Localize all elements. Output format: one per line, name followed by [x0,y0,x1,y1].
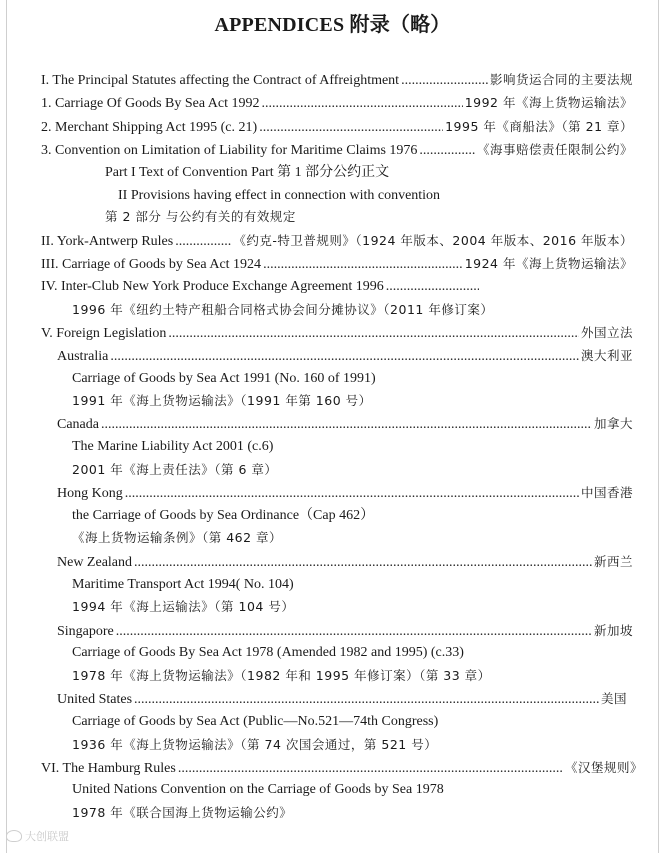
toc-entry-cogsa-1992 [41,93,633,113]
subentry-text: II Provisions having effect in connection with convention [118,188,441,203]
subentry-text: 第 2 部分 与公约有关的有效规定 [105,209,296,224]
subentry-text: United Nations Convention on the Carriage of Goods by Sea 1978 [72,782,444,797]
entry-translation: 加拿大 [593,416,633,431]
subentry-text: 2001 年《海上责任法》（第 6 章） [72,462,278,477]
page-title: APPENDICES 附录（略） [214,14,451,36]
dot-leader [386,277,479,297]
toc-entry-united-states [57,689,627,709]
subentry-united-states-act [72,712,438,732]
toc-entry-new-zealand [57,552,633,572]
entry-translation: 《汉堡规则》 [564,760,643,775]
toc-entry-merchant-shipping-act [41,117,633,137]
entry-translation: 1924 年《海上货物运输法》 [464,256,633,271]
entry-label: VI. The Hamburg Rules [41,761,176,776]
toc-entry-principal-statutes [41,70,633,90]
dot-leader [134,553,592,573]
dot-leader [262,94,463,114]
entry-label: I. The Principal Statutes affecting the Contract of Affreightment [41,73,400,88]
entry-translation: 影响货运合同的主要法规 [489,72,633,87]
dot-leader [419,141,475,161]
subentry-text: 1996 年《纽约土特产租船合同格式协会间分摊协议》（2011 年修订案） [72,302,494,317]
subentry-text: Part I Text of Convention Part 第 1 部分公约正文 [105,165,390,180]
subentry-text: 《海上货物运输条例》（第 462 章） [72,530,283,545]
entry-label: United States [57,692,133,707]
toc-entry-york-antwerp [41,231,633,251]
entry-label: 3. Convention on Limitation of Liability for Maritime Claims 1976 [41,143,418,158]
entry-label: Hong Kong [57,486,123,501]
entry-label: Canada [57,417,99,432]
dot-leader [134,690,599,710]
subentry-singapore-translation [72,666,491,686]
toc-entry-cogsa-1924 [41,254,633,274]
subentry-text: 1978 年《联合国海上货物运输公约》 [72,805,293,820]
subentry-canada-act [72,437,273,457]
toc-entry-australia [57,346,633,366]
subentry-text: Carriage of Goods by Sea Act 1991 (No. 160 of 1991) [72,371,376,386]
entry-translation: 《约克-特卫普规则》（1924 年版本、2004 年版本、2016 年版本） [233,233,633,248]
toc-entry-limitation-convention [41,140,633,160]
subentry-hong-kong-translation [72,528,282,548]
watermark [6,828,69,844]
subentry-text: 1936 年《海上货物运输法》（第 74 次国会通过，第 521 号） [72,737,438,752]
subentry-text: Carriage of Goods by Sea Act (Public—No.521—74th Congress) [72,714,439,729]
subentry-new-zealand-translation [72,597,294,617]
subentry-new-zealand-act [72,575,294,595]
entry-label: II. York-Antwerp Rules [41,234,174,249]
toc-entry-canada [57,414,633,434]
entry-label: New Zealand [57,555,133,570]
dot-leader [168,324,579,344]
watermark-text: 大创联盟 [25,830,69,843]
entry-translation: 1992 年《海上货物运输法》 [464,95,633,110]
subentry-text: The Marine Liability Act 2001 (c.6) [72,439,274,454]
entry-label: III. Carriage of Goods by Sea Act 1924 [41,257,262,272]
entry-translation: 新加坡 [593,623,633,638]
subentry-text: 1994 年《海上运输法》（第 104 号） [72,599,295,614]
subentry-part-2-translation [105,207,296,227]
subentry-hamburg-convention [72,780,444,800]
subentry-part-2 [118,186,440,206]
entry-translation: 新西兰 [593,554,633,569]
subentry-united-states-translation [72,735,437,755]
entry-label: 1. Carriage Of Goods By Sea Act 1992 [41,96,260,111]
subentry-australia-translation [72,391,372,411]
subentry-hong-kong-ordinance [72,506,374,526]
entry-label: 2. Merchant Shipping Act 1995 (c. 21) [41,120,258,135]
subentry-hamburg-translation [72,803,292,823]
subentry-text: Carriage of Goods By Sea Act 1978 (Amended 1982 and 1995) (c.33) [72,645,464,660]
subentry-text: 1991 年《海上货物运输法》（1991 年第 160 号） [72,393,372,408]
entry-label: V. Foreign Legislation [41,326,167,341]
subentry-singapore-act [72,643,464,663]
toc-entry-foreign-legislation [41,323,633,343]
dot-leader [101,415,592,435]
subentry-part-1 [105,163,389,183]
subentry-australia-act [72,369,376,389]
dot-leader [259,118,443,138]
dot-leader [178,759,563,779]
dot-leader [110,347,579,367]
dot-leader [263,255,463,275]
entry-label: IV. Inter-Club New York Produce Exchange Agreement 1996 [41,279,384,294]
toc-entry-hamburg-rules [41,758,643,778]
entry-translation: 1995 年《商船法》（第 21 章） [445,119,633,134]
toc-entry-singapore [57,621,633,641]
subentry-inter-club-translation [72,300,493,320]
toc-entry-hong-kong [57,483,633,503]
dot-leader [401,71,488,91]
entry-translation: 外国立法 [580,325,633,340]
dot-leader [125,484,579,504]
subentry-text: the Carriage of Goods by Sea Ordinance（Cap 462） [72,508,375,523]
entry-label: Singapore [57,624,114,639]
subentry-canada-translation [72,460,277,480]
entry-translation: 《海事赔偿责任限制公约》 [476,142,633,157]
toc-entry-inter-club-agreement [41,277,481,297]
dot-leader [175,232,231,252]
entry-translation: 中国香港 [580,485,633,500]
watermark-logo-icon [6,830,22,842]
subentry-text: 1978 年《海上货物运输法》（1982 年和 1995 年修订案）（第 33 章） [72,668,491,683]
subentry-text: Maritime Transport Act 1994( No. 104) [72,577,294,592]
dot-leader [116,622,592,642]
entry-label: Australia [57,349,109,364]
entry-translation: 澳大利亚 [580,348,633,363]
entry-translation: 美国 [600,691,627,706]
